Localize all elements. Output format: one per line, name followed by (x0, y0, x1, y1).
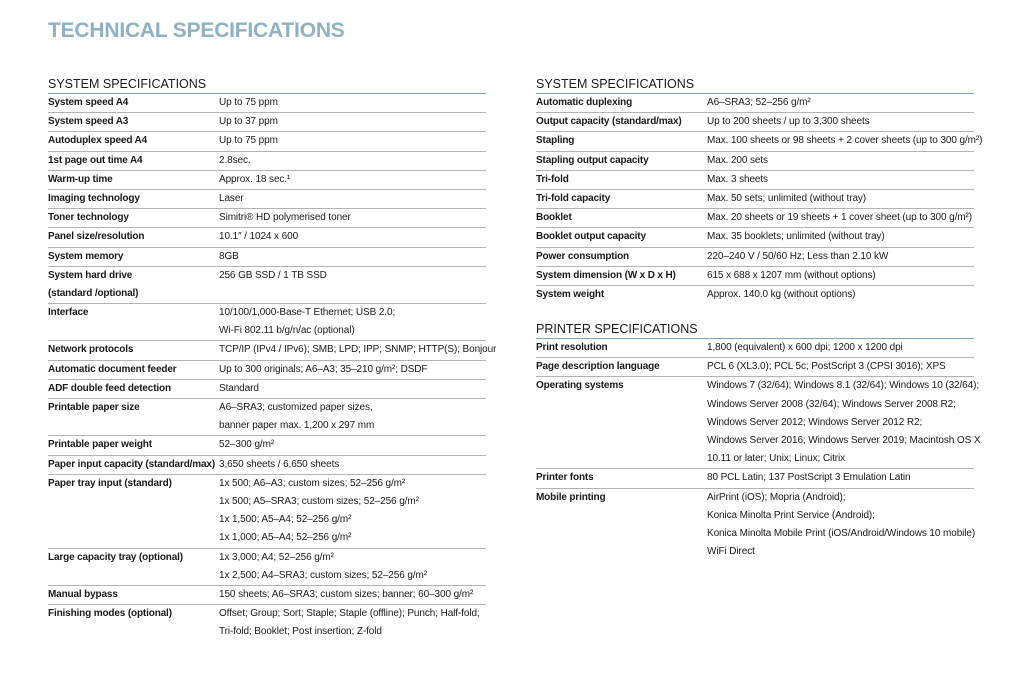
spec-label (48, 132, 219, 150)
spec-value-line: Tri-fold; Booklet; Post insertion; Z-fold (219, 626, 382, 638)
spec-row (536, 286, 974, 304)
spec-label-line: Booklet output capacity (536, 231, 646, 243)
spec-row (536, 132, 983, 151)
spec-value-line: 3,650 sheets / 6,650 sheets (219, 458, 340, 470)
spec-row (48, 436, 486, 455)
spec-value-line: Offset; Group; Sort; Staple; Staple (offline); Punch; Half-fold; (219, 608, 480, 620)
spec-value (707, 209, 974, 227)
spec-label-line (536, 525, 707, 543)
spec-label (536, 358, 707, 376)
spec-label (536, 94, 707, 112)
spec-row (48, 341, 497, 360)
spec-label-line: Manual bypass (48, 588, 118, 600)
spec-label-line: Automatic document feeder (48, 363, 177, 375)
spec-value-line: 1x 3,000; A4; 52–256 g/m² (219, 551, 334, 563)
spec-label-line: Interface (48, 307, 89, 319)
spec-value (707, 228, 974, 246)
spec-label (536, 286, 707, 304)
spec-label (48, 113, 219, 131)
spec-value (219, 152, 486, 170)
spec-value-line: Konica Minolta Print Service (Android); (707, 509, 875, 521)
spec-table (48, 94, 497, 641)
spec-label (536, 339, 707, 357)
spec-value (707, 469, 974, 487)
spec-value (707, 377, 980, 468)
spec-value-line: TCP/IP (IPv4 / IPv6); SMB; LPD; IPP; SNMP; HTTP(S); Bonjour (219, 344, 497, 356)
spec-value (707, 286, 974, 304)
spec-value-line: 1,800 (equivalent) x 600 dpi; 1200 x 1200 dpi (707, 342, 903, 353)
spec-label-line: System dimension (W x D x H) (536, 269, 676, 281)
spec-label (536, 171, 707, 189)
spec-value-line: 1x 1,500; A5–A4; 52–256 g/m² (219, 514, 352, 526)
spec-label (48, 267, 219, 303)
printer-specifications (536, 322, 981, 561)
spec-value-line: Up to 37 ppm (219, 116, 278, 128)
spec-row (48, 605, 486, 641)
spec-row (48, 209, 486, 228)
spec-value (219, 94, 486, 112)
spec-label (48, 209, 219, 227)
spec-label (48, 436, 219, 454)
spec-value-line: PCL 6 (XL3.0); PCL 5c; PostScript 3 (CPSI 3016); XPS (707, 361, 946, 373)
spec-value-line: Approx. 140.0 kg (without options) (707, 288, 856, 300)
spec-label-line: Mobile printing (536, 491, 606, 503)
spec-value (707, 248, 974, 266)
spec-value (219, 361, 486, 379)
spec-value-line: 52–300 g/m² (219, 439, 275, 451)
spec-label-line (48, 529, 219, 547)
spec-label-line: Automatic duplexing (536, 97, 633, 108)
spec-label (48, 399, 219, 435)
spec-value-line: 10/100/1,000-Base-T Ethernet; USB 2.0; (219, 307, 396, 319)
spec-label (48, 171, 219, 189)
spec-row (48, 132, 486, 151)
spec-label-line: System hard drive (48, 269, 133, 281)
spec-row (536, 358, 974, 377)
spec-label (48, 94, 219, 112)
spec-label (536, 228, 707, 246)
spec-label-line: Network protocols (48, 344, 134, 356)
spec-value-line: 2.8sec. (219, 154, 251, 166)
spec-value (219, 605, 486, 641)
spec-value-line: 220–240 V / 50/60 Hz; Less than 2.10 kW (707, 250, 889, 262)
spec-label-line: Printer fonts (536, 472, 594, 484)
spec-label (536, 132, 707, 150)
spec-row (48, 248, 486, 267)
spec-label (48, 549, 219, 585)
spec-row (48, 456, 486, 475)
spec-table (536, 94, 983, 304)
spec-value-line: Windows Server 2012; Windows Server 2012 R2; (707, 416, 923, 428)
spec-value (219, 341, 496, 359)
spec-value-line: 1x 2,500; A4–SRA3; custom sizes; 52–256 g/m² (219, 569, 427, 581)
spec-row (48, 267, 486, 304)
spec-row (536, 339, 974, 358)
spec-value (219, 304, 486, 340)
spec-value-line: Max. 35 booklets; unlimited (without tray) (707, 231, 885, 243)
spec-value-line: Max. 50 sets; unlimited (without tray) (707, 192, 867, 204)
spec-label-line: Stapling (536, 135, 575, 147)
spec-label-line (536, 414, 707, 432)
spec-row (48, 94, 486, 113)
spec-value-line: Approx. 18 sec.¹ (219, 173, 291, 185)
spec-label-line: Finishing modes (optional) (48, 608, 172, 620)
spec-value (707, 489, 975, 562)
spec-value-line: Max. 200 sets (707, 154, 768, 166)
spec-row (48, 113, 486, 132)
spec-label-line: Panel size/resolution (48, 231, 145, 243)
spec-value-line: banner paper max. 1,200 x 297 mm (219, 420, 375, 432)
spec-value (219, 549, 486, 585)
spec-value-line: Konica Minolta Mobile Print (iOS/Android/Windows 10 mobile) (707, 527, 976, 539)
spec-row (536, 94, 974, 113)
spec-row (48, 586, 486, 605)
spec-row (536, 209, 974, 228)
page-title: TECHNICAL SPECIFICATIONS (48, 19, 345, 42)
spec-row (536, 267, 974, 286)
spec-value-line: Up to 300 originals; A6–A3; 35–210 g/m²; DSDF (219, 363, 428, 375)
spec-value (707, 132, 982, 150)
spec-label (48, 361, 219, 379)
spec-value-line: A6–SRA3; 52–256 g/m² (707, 97, 811, 108)
spec-label (536, 152, 707, 170)
spec-value (707, 267, 974, 285)
spec-value-line: Windows Server 2016; Windows Server 2019; Macintosh OS X (707, 434, 981, 446)
spec-value (219, 399, 486, 435)
spec-label-line (536, 450, 707, 468)
spec-value (219, 436, 486, 454)
spec-row (536, 377, 981, 469)
spec-label-line (48, 417, 219, 435)
spec-label-line: Warm-up time (48, 173, 113, 185)
system-specifications-left (48, 77, 497, 641)
spec-value-line: Wi-Fi 802.11 b/g/n/ac (optional) (219, 325, 355, 337)
section-heading: PRINTER SPECIFICATIONS (536, 322, 974, 339)
spec-label-line: Page description language (536, 361, 660, 373)
spec-label (536, 377, 707, 468)
spec-label-line: Stapling output capacity (536, 154, 649, 166)
spec-label (48, 190, 219, 208)
spec-value-line: 1x 500; A5–SRA3; custom sizes; 52–256 g/m² (219, 495, 419, 507)
spec-row (48, 549, 486, 586)
spec-value (219, 380, 486, 398)
spec-value-line: A6–SRA3; customized paper sizes, (219, 402, 373, 413)
spec-label (536, 209, 707, 227)
spec-label (48, 475, 219, 548)
section-heading: SYSTEM SPECIFICATIONS (536, 77, 974, 94)
spec-label-line (536, 507, 707, 525)
spec-value-line: 8GB (219, 250, 239, 262)
spec-value-line: 80 PCL Latin; 137 PostScript 3 Emulation Latin (707, 472, 911, 484)
spec-value (707, 190, 974, 208)
spec-value (707, 171, 974, 189)
spec-label-line: Output capacity (standard/max) (536, 116, 682, 128)
spec-value (219, 456, 486, 474)
spec-label (536, 190, 707, 208)
spec-value (219, 190, 486, 208)
spec-value (219, 132, 486, 150)
system-specifications-right (536, 77, 983, 304)
spec-label (48, 152, 219, 170)
spec-value (219, 228, 486, 246)
spec-label (48, 605, 219, 641)
spec-label (48, 304, 219, 340)
spec-value-line: AirPrint (iOS); Mopria (Android); (707, 491, 846, 503)
spec-label (48, 456, 219, 474)
spec-label (536, 489, 707, 562)
spec-label-line: Operating systems (536, 380, 624, 392)
spec-label-line (536, 543, 707, 561)
spec-label (48, 228, 219, 246)
spec-label (536, 469, 707, 487)
spec-label-line: System speed A4 (48, 97, 129, 108)
spec-value-line: 10.11 or later; Unix; Linux; Citrix (707, 453, 846, 465)
spec-label-line (536, 396, 707, 414)
spec-value-line: Max. 3 sheets (707, 173, 768, 185)
spec-label-line: Booklet (536, 212, 572, 224)
spec-row (536, 171, 974, 190)
spec-row (48, 171, 486, 190)
spec-row (536, 469, 974, 488)
spec-label (48, 586, 219, 604)
spec-label-line: Printable paper weight (48, 439, 152, 451)
spec-value-line: 1x 1,000; A5–A4; 52–256 g/m² (219, 532, 352, 544)
spec-row (536, 489, 974, 562)
spec-value-line: Windows 7 (32/64); Windows 8.1 (32/64); Windows 10 (32/64); (707, 380, 980, 392)
spec-value-line: 1x 500; A6–A3; custom sizes; 52–256 g/m² (219, 477, 406, 489)
spec-value-line: 615 x 688 x 1207 mm (without options) (707, 269, 876, 281)
spec-label-line: Imaging technology (48, 192, 140, 204)
spec-row (536, 113, 974, 132)
spec-value-line: Up to 75 ppm (219, 97, 278, 108)
spec-row (48, 190, 486, 209)
spec-value (219, 267, 486, 303)
spec-row (536, 228, 974, 247)
spec-label-line (48, 567, 219, 585)
spec-value-line (219, 285, 486, 303)
spec-label-line: Print resolution (536, 342, 608, 353)
spec-row (48, 228, 486, 247)
spec-value-line: Windows Server 2008 (32/64); Windows Server 2008 R2; (707, 398, 956, 410)
spec-label (48, 380, 219, 398)
spec-label-line: System weight (536, 288, 605, 300)
spec-value-line: Max. 100 sheets or 98 sheets + 2 cover sheets (up to 300 g/m²) (707, 135, 983, 147)
spec-value (707, 113, 974, 131)
spec-label-line: Printable paper size (48, 402, 140, 413)
spec-label-line: Large capacity tray (optional) (48, 551, 183, 563)
spec-label-line (48, 511, 219, 529)
spec-label (536, 267, 707, 285)
spec-label-line: Toner technology (48, 212, 129, 224)
spec-value-line: 150 sheets; A6–SRA3; custom sizes; banner; 60–300 g/m² (219, 588, 474, 600)
spec-value-line: Max. 20 sheets or 19 sheets + 1 cover sheet (up to 300 g/m²) (707, 212, 972, 224)
spec-label-line (48, 623, 219, 641)
spec-value-line: 256 GB SSD / 1 TB SSD (219, 269, 327, 281)
spec-label (536, 248, 707, 266)
spec-row (536, 190, 974, 209)
spec-row (536, 152, 974, 171)
spec-label-line: System memory (48, 250, 124, 262)
spec-label-line: (standard /optional) (48, 287, 139, 299)
spec-value-line: Laser (219, 192, 244, 204)
spec-label-line: Power consumption (536, 250, 630, 262)
spec-label-line: Tri-fold capacity (536, 192, 611, 204)
spec-value (707, 152, 974, 170)
spec-value-line: Simitri® HD polymerised toner (219, 212, 351, 224)
spec-label-line: 1st page out time A4 (48, 154, 143, 166)
spec-label (48, 248, 219, 266)
spec-value-line: 10.1″ / 1024 x 600 (219, 231, 299, 243)
spec-value-line: Up to 200 sheets / up to 3,300 sheets (707, 116, 870, 128)
spec-row (48, 152, 486, 171)
spec-value (707, 358, 974, 376)
spec-row (536, 248, 974, 267)
spec-row (48, 304, 486, 341)
spec-row (48, 399, 486, 436)
spec-row (48, 380, 486, 399)
spec-label-line: Autoduplex speed A4 (48, 135, 148, 147)
spec-value (219, 113, 486, 131)
spec-label-line: Paper tray input (standard) (48, 477, 172, 489)
spec-label (48, 341, 219, 359)
section-heading: SYSTEM SPECIFICATIONS (48, 77, 486, 94)
spec-label-line (48, 322, 219, 340)
spec-value (707, 339, 974, 357)
spec-row (48, 475, 486, 549)
spec-table (536, 339, 981, 561)
spec-label-line (48, 493, 219, 511)
spec-row (48, 361, 486, 380)
spec-value (219, 475, 486, 548)
spec-value (219, 209, 486, 227)
spec-value-line: WiFi Direct (707, 546, 755, 558)
spec-label (536, 113, 707, 131)
spec-label-line: ADF double feed detection (48, 382, 171, 394)
spec-value-line: Standard (219, 382, 259, 394)
spec-label-line: Paper input capacity (standard/max) (48, 458, 216, 470)
spec-value (219, 171, 486, 189)
spec-value (219, 248, 486, 266)
spec-value (219, 586, 486, 604)
spec-label-line (536, 432, 707, 450)
spec-label-line: System speed A3 (48, 116, 129, 128)
spec-value (707, 94, 974, 112)
spec-label-line: Tri-fold (536, 173, 569, 185)
spec-value-line: Up to 75 ppm (219, 135, 278, 147)
